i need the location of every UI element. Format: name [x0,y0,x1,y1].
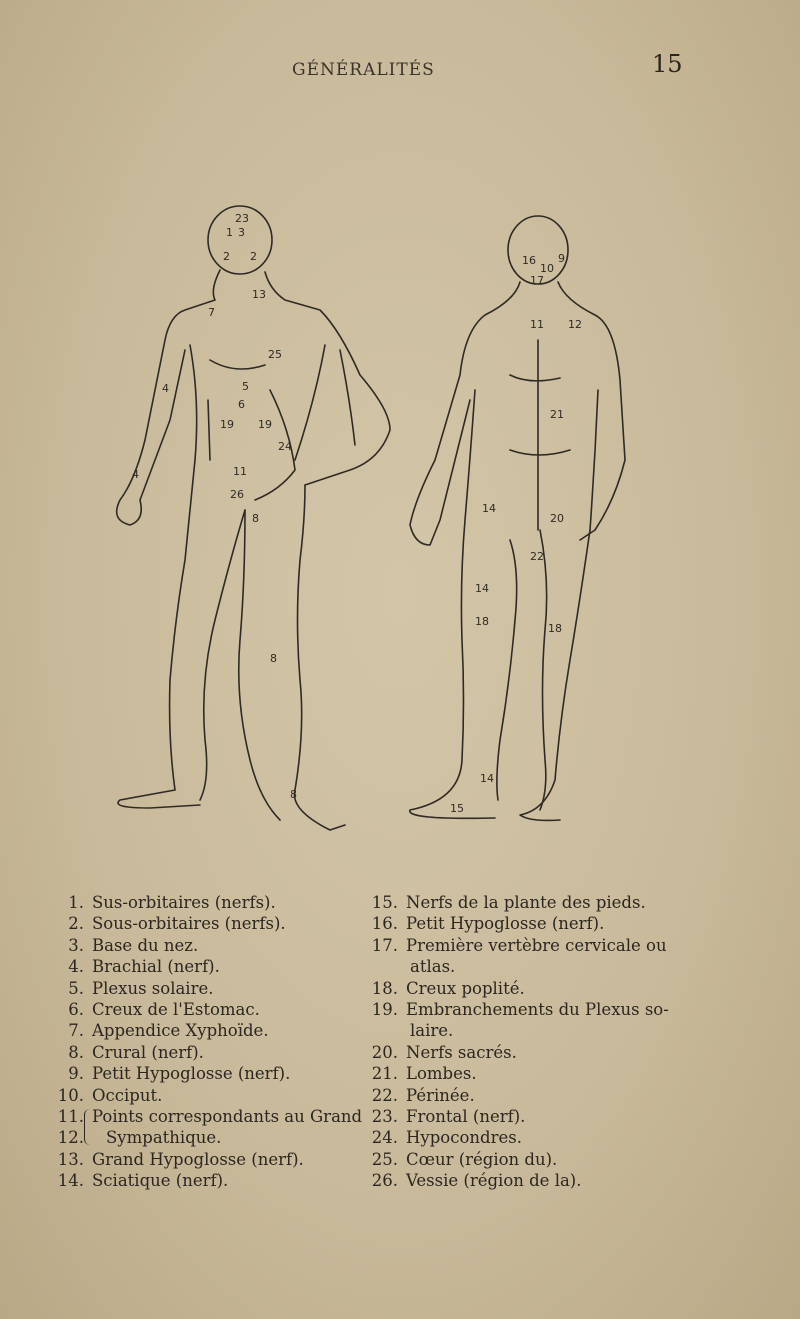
legend-entry: 23. Frontal (nerf). [371,1107,526,1127]
back-label: 18 [475,615,489,628]
front-label: 8 [252,512,259,525]
front-label: 24 [278,440,292,453]
legend-entry: 21. Lombes. [371,1064,477,1084]
front-label: 19 [220,418,234,431]
front-label: 1 [226,226,233,239]
legend-entry: 1. Sus-orbitaires (nerfs). [68,893,276,912]
legend-entry: 16. Petit Hypoglosse (nerf). [371,914,605,934]
legend-entry: 18. Creux poplité. [371,978,525,998]
legend-entry: 25. Cœur (région du). [371,1149,558,1169]
front-label: 3 [238,226,245,239]
legend-entry: 15. Nerfs de la plante des pieds. [371,893,646,912]
back-label: 10 [540,262,554,275]
front-label: 7 [208,306,215,319]
front-label: 26 [230,488,244,501]
front-label: 8 [290,788,297,801]
back-label: 16 [522,254,536,267]
legend-entry: 8. Crural (nerf). [68,1042,204,1062]
legend-entry: 11. Points correspondants au Grand [57,1107,363,1127]
front-label: 19 [258,418,272,431]
legend-entry: 6. Creux de l'Estomac. [68,1000,260,1020]
back-label: 9 [558,252,565,265]
anatomical-figure [90,200,670,850]
front-label: 8 [270,652,277,665]
legend-entry: 24. Hypocondres. [371,1128,522,1148]
front-label: 4 [132,468,139,481]
front-label: 2 [250,250,257,263]
front-label: 11 [233,465,247,478]
legend-left-column [40,892,380,1192]
back-label: 21 [550,408,564,421]
running-title: GÉNÉRALITÉS [292,60,435,80]
front-label: 2 [223,250,230,263]
legend-entry: 2. Sous-orbitaires (nerfs). [68,914,286,934]
legend-entry-continuation: laire. [410,1021,454,1041]
legend-entry: 3. Base du nez. [68,935,199,955]
legend-right-column [352,892,722,1192]
legend-brace-group [40,1106,380,1149]
back-label: 12 [568,318,582,331]
front-label: 5 [242,380,249,393]
front-label: 13 [252,288,266,301]
back-label: 20 [550,512,564,525]
legend-entry: 19. Embranchements du Plexus so- [371,1000,669,1020]
legend-entry: 4. Brachial (nerf). [68,957,220,977]
back-label: 14 [482,502,496,515]
back-label: 22 [530,550,544,563]
legend-entry: 26. Vessie (région de la). [371,1171,582,1191]
brace-mark [84,1109,93,1145]
back-label: 18 [548,622,562,635]
page-header [0,50,800,90]
legend-entry-continuation: atlas. [410,957,456,977]
front-label: 6 [238,398,245,411]
legend-entry: 10. Occiput. [57,1085,163,1105]
legend-entry: 9. Petit Hypoglosse (nerf). [68,1064,291,1084]
front-label: 25 [268,348,282,361]
back-label: 17 [530,274,544,287]
front-label: 23 [235,212,249,225]
back-label: 15 [450,802,464,815]
front-label: 4 [162,382,169,395]
back-label: 14 [475,582,489,595]
back-label: 11 [530,318,544,331]
back-label: 14 [480,772,494,785]
legend-entry: 17. Première vertèbre cervicale ou [371,935,667,955]
legend-entry: 7. Appendice Xyphoïde. [68,1021,269,1041]
legend-entry: 14. Sciatique (nerf). [57,1171,229,1191]
page-number: 15 [652,50,683,78]
back-body-figure [410,216,625,820]
legend-entry: 20. Nerfs sacrés. [371,1042,517,1062]
figure-drawing [90,200,670,850]
legend-entry: 13. Grand Hypoglosse (nerf). [57,1149,304,1169]
legend-entry: 12. Sympathique. [57,1128,222,1148]
legend-entry: 22. Périnée. [371,1085,475,1105]
legend-entry: 5. Plexus solaire. [68,978,214,998]
